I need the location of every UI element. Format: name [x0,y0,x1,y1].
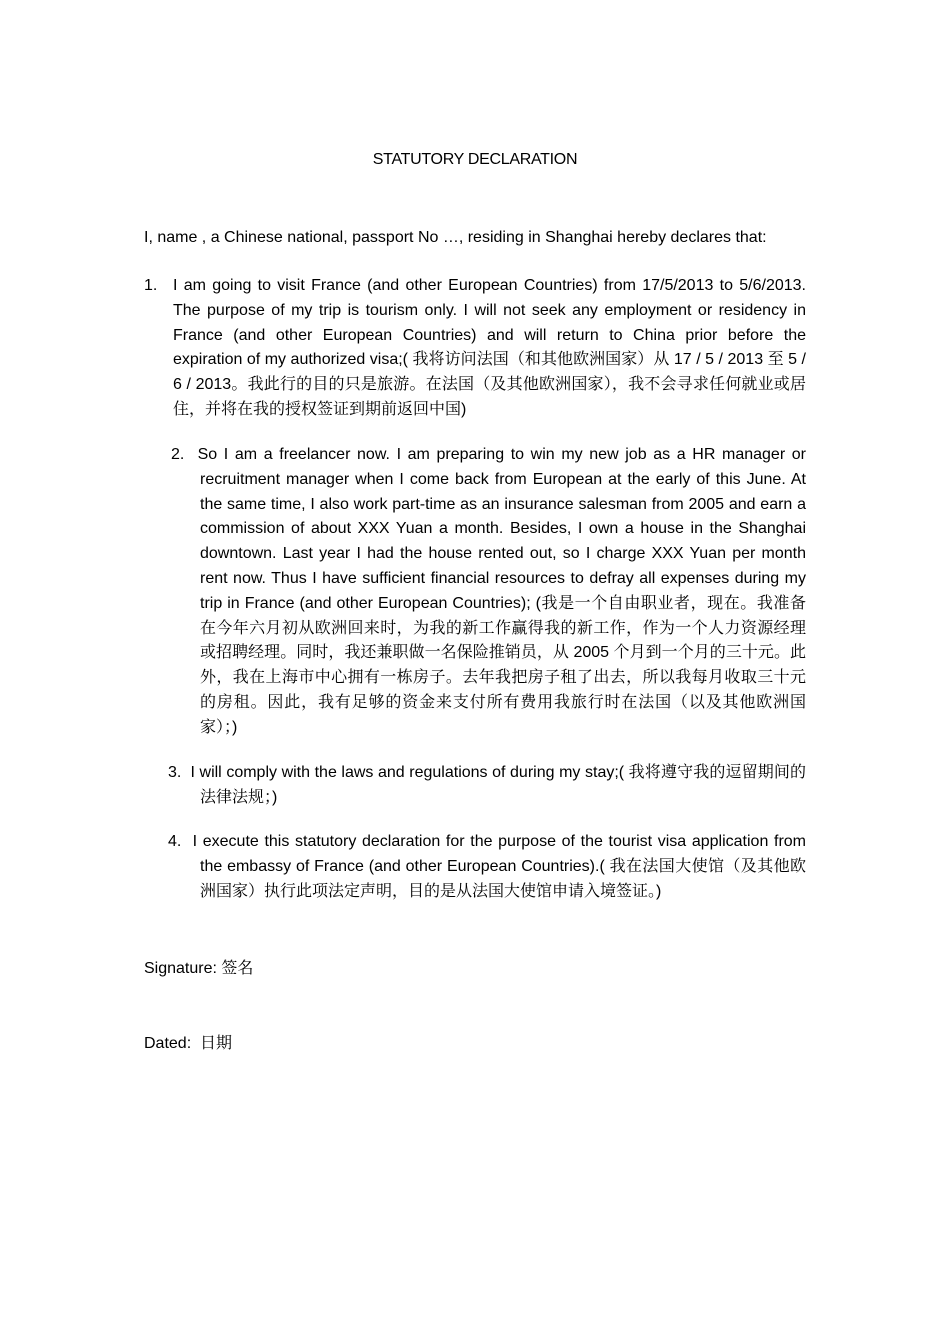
item-text: So I am a freelancer now. I am preparing to win my new job as a HR manager or recruitment manager when I come back from European at the early of this June. At the same time, I also work part-time as an insurance salesman from 2005 and earn a commission of about XXX Yuan a month. Besides, I own a house in the Shanghai downtown. Last year I had the house rented out, so I charge XXX Yuan per month rent now. Thus I have sufficient financial resources to defray all expenses during my trip in France (and other European Countries); (我是一个自由职业者，现在。我准备在今年六月初从欧洲回来时，为我的新工作赢得我的新工作，作为一个人力资源经理或招聘经理。同时，我还兼职做一名保险推销员，从 2005 个月到一个月的三十元。此外，我在上海市中心拥有一栋房子。去年我把房子租了出去，所以我每月收取三十元的房租。因此，我有足够的资金来支付所有费用我旅行时在法国（以及其他欧洲国家）；) [197,446,807,736]
item-number: 4. [168,833,182,850]
item-text: I execute this statutory declaration for the purpose of the tourist visa application from the embassy of France (and other European Countries).( 我在法国大使馆（及其他欧洲国家）执行此项法定声明，目的是从法国大使馆申请入境签证。) [192,833,806,900]
item-text-wrapper [168,830,806,904]
item-text: I will comply with the laws and regulations of during my stay;( 我将遵守我的逗留期间的法律法规；) [190,764,806,806]
signature-label-cn: 签名 [221,958,254,977]
signature-label: Signature: [144,960,217,977]
item-number: 3. [168,764,182,781]
declaration-item-3 [144,761,806,811]
dated-line [144,1030,232,1053]
item-text: I am going to visit France (and other European Countries) from 17/5/2013 to 5/6/2013. The purpose of my trip is tourism only. I will not seek any employment or residency in France (and other European Countries) and will return to China prior before the expiration of my authorized visa;( 我将访问法国（和其他欧洲国家）从 17 / 5 / 2013 至 5 / 6 / 2013。我此行的目的只是旅游。在法国（及其他欧洲国家），我不会寻求任何就业或居住，并将在我的授权签证到期前返回中国) [173,277,806,418]
declaration-item-1 [144,274,806,423]
item-text-wrapper [168,761,806,811]
declaration-item-2 [144,443,806,741]
item-number: 2. [171,446,185,463]
item-text-wrapper [171,443,807,741]
signature-line [144,955,253,978]
document-title: STATUTORY DECLARATION [372,151,578,168]
dated-label: Dated: [144,1035,192,1052]
dated-label-cn: 日期 [200,1033,233,1052]
declaration-item-4 [144,830,806,904]
item-number: 1. [144,277,158,294]
intro-paragraph: I, name , a Chinese national, passport No …, residing in Shanghai hereby declares that: [144,229,767,246]
